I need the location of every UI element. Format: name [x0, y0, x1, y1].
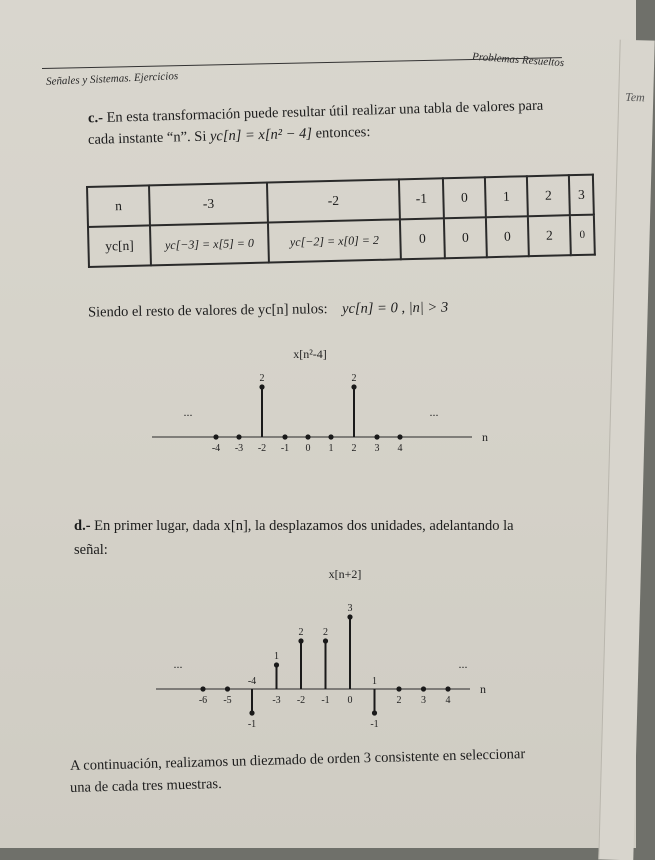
table-cell-n: -2 — [267, 179, 400, 222]
stem-value-label: 1 — [274, 651, 279, 662]
stem-point — [328, 434, 333, 439]
next-page-edge — [598, 40, 654, 860]
tick-label: -5 — [223, 695, 232, 706]
tick-label: 3 — [421, 695, 426, 706]
ellipsis-right: ... — [429, 405, 439, 419]
section-d-line-1 — [74, 518, 514, 535]
section-d-line-2: señal: — [74, 542, 108, 558]
tick-label: -4 — [211, 443, 221, 454]
table-cell-yc: 0 — [486, 216, 529, 257]
tick-label: 0 — [305, 443, 311, 454]
section-c-line-2-start: cada instante “n”. Si — [87, 128, 207, 148]
table-header-yc: yc[n] — [88, 225, 151, 267]
table-cell-yc: yc[−2] = x[0] = 2 — [268, 219, 401, 262]
ellipsis-left: ... — [183, 405, 193, 419]
tick-label: 2 — [351, 443, 357, 454]
stem-point — [397, 434, 402, 439]
table-cell-yc: yc[−3] = x[5] = 0 — [150, 223, 269, 266]
x-axis-label: n — [480, 682, 486, 696]
tick-label: -3 — [234, 443, 244, 454]
stem-point — [372, 710, 377, 715]
chart-title: x[n²-4] — [293, 347, 327, 361]
stem-point — [225, 686, 230, 691]
section-c-formula: yc[n] = x[n² − 4] — [209, 125, 313, 145]
tick-label: 4 — [445, 695, 451, 706]
ellipsis-right: ... — [458, 657, 468, 671]
tick-label: 2 — [396, 695, 402, 706]
stem-value-label: 2 — [351, 373, 357, 384]
stem-value-label: 3 — [347, 603, 353, 614]
stem-point — [374, 434, 379, 439]
stem-point — [249, 710, 254, 715]
tick-label: -2 — [296, 695, 306, 706]
table-cell-n: 1 — [485, 176, 528, 217]
tick-label: -3 — [272, 695, 281, 706]
tick-label: 1 — [372, 676, 377, 687]
tick-label: 0 — [347, 695, 353, 706]
values-table — [86, 174, 596, 268]
table-cell-yc: 0 — [570, 215, 595, 256]
stem-point — [213, 434, 218, 439]
stem-point — [445, 686, 450, 691]
tick-label: 1 — [328, 443, 334, 454]
section-d-marker: d.- — [74, 518, 91, 534]
stem-point — [305, 434, 310, 439]
section-c-line-1-text: En esta transformación puede resultar útil realizar una tabla de valores para — [106, 97, 544, 126]
table-cell-n: -3 — [149, 183, 268, 226]
stem-value-label: -1 — [247, 719, 257, 730]
section-c-line-1 — [88, 98, 544, 128]
table-cell-yc: 2 — [528, 215, 571, 256]
x-axis-label: n — [482, 430, 488, 444]
ellipsis-left: ... — [173, 657, 183, 671]
closing-line-1: A continuación, realizamos un diezmado de orden 3 consistente en seleccionar — [69, 746, 526, 774]
tick-label: -6 — [198, 695, 208, 706]
header-left-title: Señales y Sistemas. Ejercicios — [45, 70, 179, 88]
section-d-line-1-text: En primer lugar, dada x[n], la desplazamos dos unidades, adelantando la — [94, 518, 514, 534]
section-c-line-2-end: entonces: — [315, 124, 371, 142]
stem-point — [282, 434, 287, 439]
tick-label: -4 — [247, 676, 257, 687]
stem-point — [298, 638, 303, 643]
stem-value-label: -1 — [370, 719, 379, 730]
rest-values-text: Siendo el resto de valores de yc[n] nulos: — [87, 301, 328, 321]
stem-point — [396, 686, 401, 691]
stem-point — [421, 686, 426, 691]
section-c-line-2 — [88, 124, 371, 149]
stem-plot-x-n-plus-2 — [150, 562, 510, 752]
header-right-title: Problemas Resueltos — [471, 50, 565, 70]
tick-label: -1 — [321, 695, 330, 706]
tick-label: 3 — [374, 443, 380, 454]
stem-point — [347, 614, 352, 619]
stem-value-label: 2 — [323, 627, 328, 638]
rest-values-line — [88, 299, 448, 321]
stem-point — [323, 638, 328, 643]
table-cell-yc: 0 — [444, 217, 487, 258]
stem-point — [259, 384, 264, 389]
table-cell-n: 0 — [443, 177, 486, 218]
tick-label: -1 — [280, 443, 290, 454]
section-c-marker: c.- — [87, 109, 104, 127]
stem-point — [351, 384, 356, 389]
table-cell-n: -1 — [399, 178, 444, 219]
table-cell-n: 3 — [569, 175, 594, 216]
stem-point — [236, 434, 241, 439]
stem-point — [274, 662, 279, 667]
rest-values-formula: yc[n] = 0 , |n| > 3 — [341, 299, 449, 317]
next-page-fragment: Tem — [625, 89, 645, 105]
stem-plot-x-n2-minus-4 — [140, 340, 510, 470]
stem-point — [200, 686, 205, 691]
stem-value-label: 2 — [259, 373, 265, 384]
chart-title: x[n+2] — [328, 567, 362, 581]
tick-label: -2 — [257, 443, 267, 454]
tick-label: 4 — [397, 443, 403, 454]
closing-line-2: una de cada tres muestras. — [69, 776, 222, 796]
stem-value-label: 2 — [298, 627, 304, 638]
table-cell-yc: 0 — [400, 218, 445, 259]
table-cell-n: 2 — [527, 175, 570, 216]
table-header-n: n — [87, 185, 150, 227]
